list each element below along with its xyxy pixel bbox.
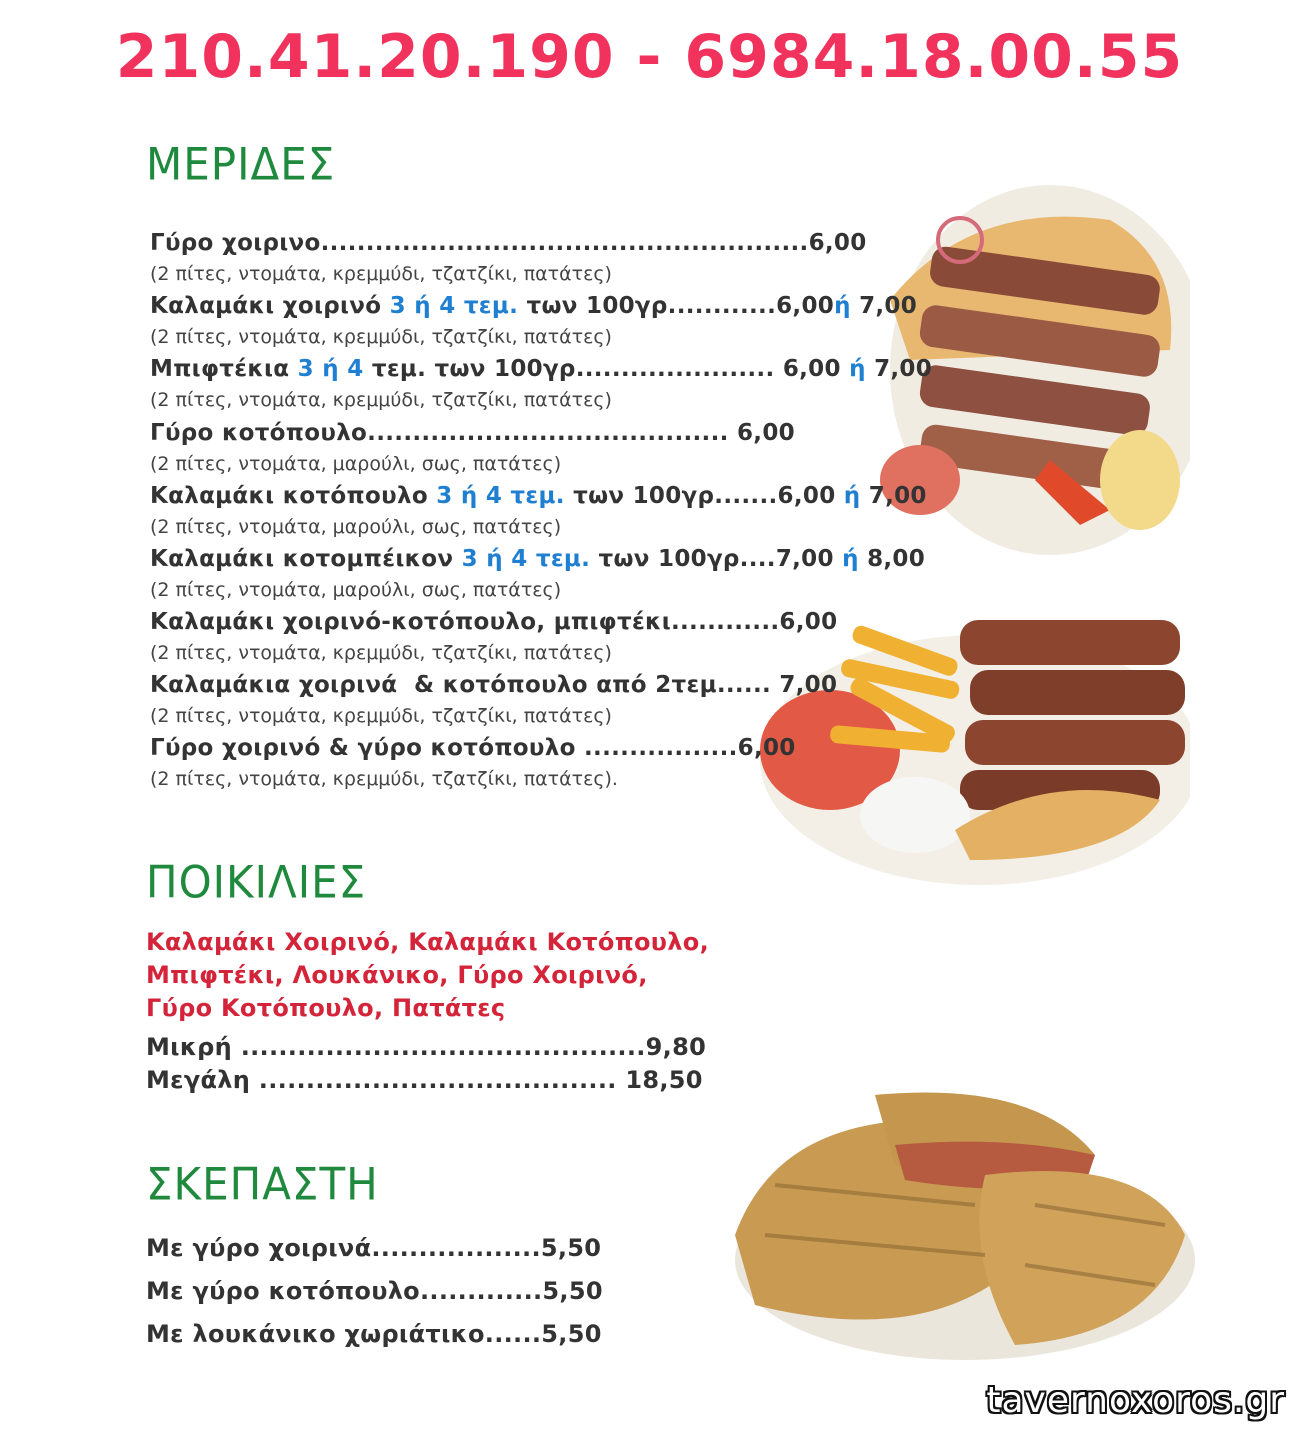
item-price: 7,00: [779, 672, 838, 698]
item-description: (2 πίτες, ντομάτα, μαρούλι, σως, πατάτες): [150, 516, 562, 538]
site-watermark: tavernoxoros.gr: [986, 1380, 1285, 1421]
item-name-text: Καλαμάκι κοτομπέικον: [150, 546, 462, 572]
item-description: (2 πίτες, ντομάτα, μαρούλι, σως, πατάτες): [150, 453, 562, 475]
item-name-suffix: των 100γρ.: [590, 546, 749, 572]
menu-item: [150, 735, 796, 761]
skepasti-row: [146, 1277, 603, 1305]
price-or: ή: [834, 293, 851, 319]
menu-item: [150, 609, 837, 635]
skepasti-row: [146, 1320, 602, 1348]
menu-item: [150, 293, 917, 319]
size-name: Μεγάλη: [146, 1066, 251, 1094]
menu-item: [150, 420, 795, 446]
item-price-alt: 7,00: [850, 293, 918, 319]
item-price: 6,00: [779, 609, 838, 635]
item-name-text: Γύρο χοιρινο: [150, 230, 321, 256]
skepasti-price: 5,50: [540, 1234, 602, 1262]
item-quantity: 3 ή 4: [297, 356, 364, 382]
item-description: (2 πίτες, ντομάτα, κρεμμύδι, τζατζίκι, πατάτες): [150, 642, 612, 664]
item-description: (2 πίτες, ντομάτα, κρεμμύδι, τζατζίκι, πατάτες): [150, 389, 612, 411]
item-name-text: Καλαμάκι κοτόπουλο: [150, 483, 437, 509]
price-or: ή: [835, 483, 861, 509]
size-name: Μικρή: [146, 1033, 233, 1061]
item-quantity: 3 ή 4 τεμ.: [461, 546, 591, 572]
item-price: 7,00: [775, 546, 834, 572]
skepasti-photo: [715, 1085, 1205, 1365]
size-price: 9,80: [645, 1033, 707, 1061]
item-price: 6,00: [776, 293, 835, 319]
menu-item: [150, 230, 867, 256]
item-price: 6,00: [737, 735, 796, 761]
item-description: (2 πίτες, ντομάτα, κρεμμύδι, τζατζίκι, πατάτες).: [150, 768, 618, 790]
leader-dots: ......: [484, 1320, 542, 1348]
price-or: ή: [833, 546, 859, 572]
item-price-alt: 7,00: [860, 483, 927, 509]
section-title-merides: ΜΕΡΙΔΕΣ: [146, 138, 336, 191]
skepasti-name: Με γύρο χοιρινά: [146, 1234, 372, 1262]
size-price: 18,50: [625, 1066, 703, 1094]
menu-item: [150, 356, 932, 382]
item-name-suffix: των 100γρ: [564, 483, 715, 509]
leader-dots: ............: [667, 293, 777, 319]
leader-dots: ......................: [575, 356, 783, 382]
item-description: (2 πίτες, ντομάτα, μαρούλι, σως, πατάτες): [150, 579, 562, 601]
leader-dots: ........................................: [367, 420, 737, 446]
item-name-text: Καλαμάκι χοιρινό: [150, 293, 390, 319]
skepasti-name: Με λουκάνικο χωριάτικο: [146, 1320, 485, 1348]
leader-dots: ......................................................: [320, 230, 809, 256]
item-description: (2 πίτες, ντομάτα, κρεμμύδι, τζατζίκι, πατάτες): [150, 263, 612, 285]
item-price-alt: 8,00: [858, 546, 926, 572]
leader-dots: ..................: [371, 1234, 541, 1262]
item-name-text: Καλαμάκια χοιρινά & κοτόπουλο από 2τεμ: [150, 672, 717, 698]
section-title-skepasti: ΣΚΕΠΑΣΤΗ: [146, 1158, 379, 1211]
leader-dots: ......................................: [250, 1066, 626, 1094]
item-name-suffix: τεμ. των 100γρ: [363, 356, 576, 382]
bifteki-plate-photo: [737, 600, 1190, 890]
skepasti-price: 5,50: [541, 1320, 602, 1348]
leader-dots: ............: [670, 609, 780, 635]
item-name-text: Γύρο κοτόπουλο: [150, 420, 368, 446]
leader-dots: .................: [584, 735, 738, 761]
item-description: (2 πίτες, ντομάτα, κρεμμύδι, τζατζίκι, πατάτες): [150, 705, 612, 727]
skepasti-price: 5,50: [542, 1277, 603, 1305]
item-price: 6,00: [782, 356, 841, 382]
item-name-suffix: των 100γρ: [518, 293, 668, 319]
poikilies-contents-line: Καλαμάκι Χοιρινό, Καλαμάκι Κοτόπουλο,: [146, 928, 709, 956]
skepasti-name: Με γύρο κοτόπουλο: [146, 1277, 420, 1305]
poikilies-contents-line: Γύρο Κοτόπουλο, Πατάτες: [146, 994, 506, 1022]
item-description: (2 πίτες, ντομάτα, κρεμμύδι, τζατζίκι, πατάτες): [150, 326, 612, 348]
item-quantity: 3 ή 4 τεμ.: [389, 293, 519, 319]
item-quantity: 3 ή 4 τεμ.: [436, 483, 565, 509]
leader-dots: ...: [748, 546, 776, 572]
price-or: ή: [840, 356, 866, 382]
menu-item: [150, 672, 837, 698]
menu-item: [150, 483, 927, 509]
item-price-alt: 7,00: [865, 356, 933, 382]
leader-dots: .............: [419, 1277, 543, 1305]
phone-numbers: 210.41.20.190 - 6984.18.00.55: [115, 22, 1184, 92]
skepasti-row: [146, 1234, 601, 1262]
item-price: 6,00: [777, 483, 836, 509]
poikilia-size-row: [146, 1066, 703, 1094]
item-name-text: Μπιφτέκια: [150, 356, 298, 382]
leader-dots: ......: [716, 672, 780, 698]
leader-dots: .......: [714, 483, 778, 509]
leader-dots: ...........................................: [232, 1033, 646, 1061]
item-price: 6,00: [736, 420, 795, 446]
item-price: 6,00: [808, 230, 867, 256]
section-title-poikilies: ΠΟΙΚΙΛΙΕΣ: [146, 856, 367, 909]
item-name-text: Γύρο χοιρινό & γύρο κοτόπουλο: [150, 735, 585, 761]
item-name-text: Καλαμάκι χοιρινό-κοτόπουλο, μπιφτέκι: [150, 609, 671, 635]
poikilies-contents-line: Μπιφτέκι, Λουκάνικο, Γύρο Χοιρινό,: [146, 961, 648, 989]
poikilia-size-row: [146, 1033, 706, 1061]
menu-item: [150, 546, 925, 572]
